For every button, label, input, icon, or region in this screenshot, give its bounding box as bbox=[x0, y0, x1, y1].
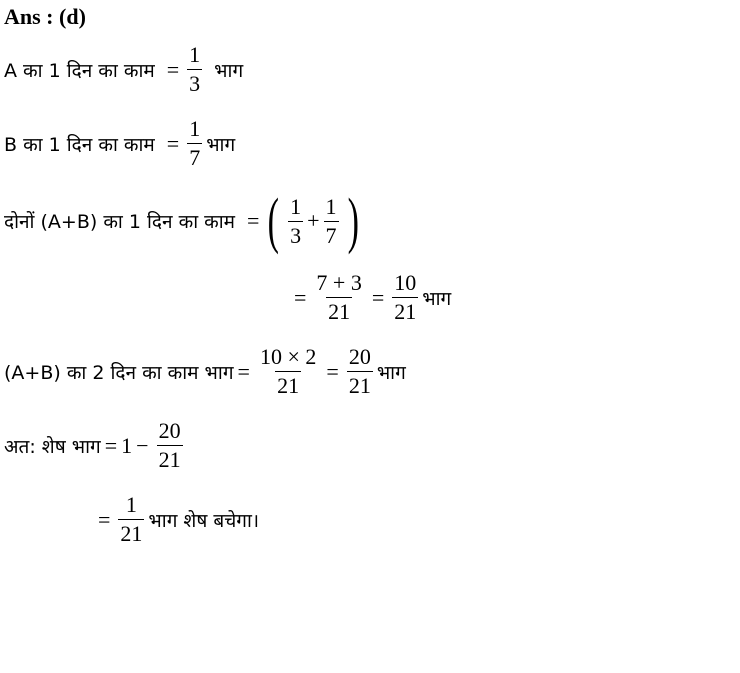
denominator: 7 bbox=[325, 222, 337, 248]
right-paren: ) bbox=[347, 187, 359, 255]
remaining-line bbox=[4, 420, 187, 471]
numerator: 7 + 3 bbox=[316, 270, 362, 295]
equals-sign: = bbox=[166, 56, 180, 82]
unit-label: भाग bbox=[376, 361, 406, 384]
a-work-fraction bbox=[187, 44, 202, 95]
b-work-fraction bbox=[187, 118, 202, 169]
b-work-line bbox=[4, 118, 235, 169]
one-value: 1 bbox=[121, 432, 133, 458]
numerator: 1 bbox=[189, 116, 201, 141]
denominator: 21 bbox=[158, 447, 181, 472]
both-work-line bbox=[4, 187, 363, 255]
equals-sign: = bbox=[326, 358, 339, 384]
result-text: भाग शेष बचेगा। bbox=[148, 509, 260, 532]
remaining-label: अत: शेष भाग bbox=[4, 435, 101, 458]
equals-sign: = bbox=[237, 358, 250, 384]
two-day-label: (A+B) का 2 दिन का काम भाग bbox=[4, 361, 234, 384]
numerator: 10 × 2 bbox=[259, 344, 317, 369]
denominator: 21 bbox=[328, 299, 351, 324]
equals-sign: = bbox=[247, 208, 260, 233]
denominator: 3 bbox=[290, 222, 302, 248]
fraction-one-seventh bbox=[324, 193, 339, 248]
both-work-label: दोनों (A+B) का 1 दिन का काम bbox=[4, 211, 236, 233]
denominator: 21 bbox=[120, 521, 143, 546]
denominator: 21 bbox=[394, 299, 417, 324]
sum-line bbox=[290, 272, 451, 323]
numerator: 1 bbox=[189, 42, 201, 67]
minus-sign: − bbox=[136, 432, 149, 458]
fraction-one-third bbox=[288, 193, 303, 248]
final-fraction bbox=[118, 494, 144, 545]
equals-sign: = bbox=[294, 284, 307, 310]
unit-label: भाग bbox=[206, 133, 236, 156]
equals-sign: = bbox=[104, 432, 118, 458]
result-fraction bbox=[347, 346, 373, 397]
subtracted-fraction bbox=[157, 420, 183, 471]
numerator: 20 bbox=[348, 344, 371, 369]
two-day-line bbox=[4, 346, 406, 397]
result-fraction bbox=[392, 272, 418, 323]
sum-fraction bbox=[314, 272, 363, 323]
denominator: 21 bbox=[277, 373, 300, 398]
a-work-label: A का 1 दिन का काम bbox=[4, 59, 155, 82]
numerator: 10 bbox=[394, 270, 417, 295]
equals-sign: = bbox=[98, 506, 111, 532]
unit-label: भाग bbox=[214, 59, 244, 82]
denominator: 3 bbox=[189, 71, 201, 96]
answer-heading bbox=[4, 4, 86, 30]
product-fraction bbox=[258, 346, 318, 397]
b-work-label: B का 1 दिन का काम bbox=[4, 133, 155, 156]
denominator: 21 bbox=[348, 373, 371, 398]
equals-sign: = bbox=[166, 130, 180, 156]
numerator: 1 bbox=[325, 193, 337, 219]
equals-sign: = bbox=[371, 284, 385, 310]
a-work-line bbox=[4, 44, 243, 95]
denominator: 7 bbox=[189, 145, 201, 170]
numerator: 1 bbox=[125, 492, 137, 517]
answer-text: Ans : (d) bbox=[4, 4, 86, 29]
plus-sign: + bbox=[307, 208, 320, 233]
left-paren: ( bbox=[268, 187, 280, 255]
result-line bbox=[94, 494, 259, 545]
unit-label: भाग bbox=[422, 287, 452, 310]
numerator: 20 bbox=[158, 418, 181, 443]
numerator: 1 bbox=[290, 193, 302, 219]
